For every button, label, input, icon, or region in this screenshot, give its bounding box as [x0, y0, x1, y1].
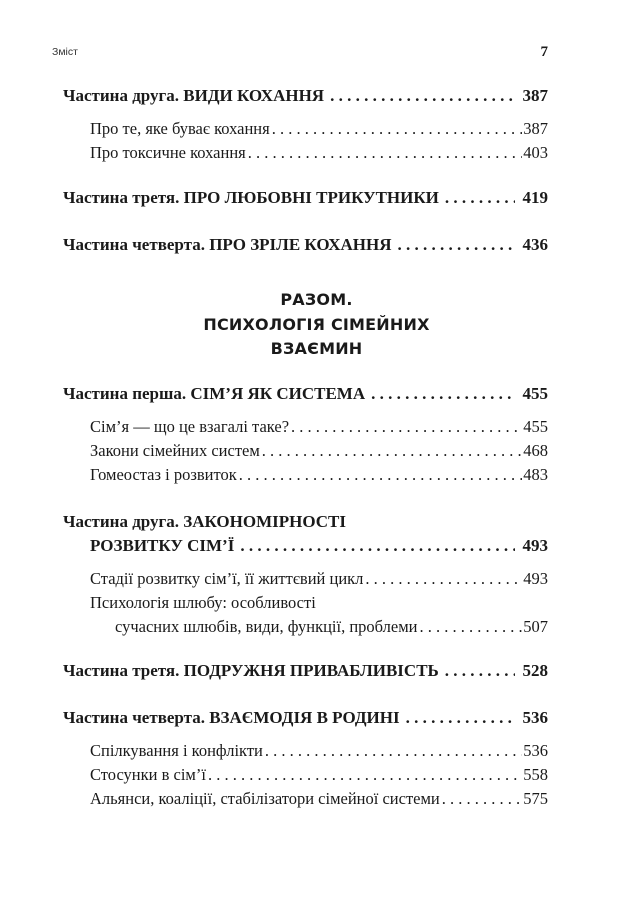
toc-entry-label: Частина перша. СІМ’Я ЯК СИСТЕМА — [63, 384, 366, 403]
leader-dots — [418, 617, 523, 637]
toc-entry-page: 455 — [522, 384, 548, 403]
toc-subentry-page: 455 — [523, 417, 548, 436]
toc-subentry-label: Гомеостаз і розвиток — [90, 465, 237, 484]
toc-subentry-label: Стосунки в сім’ї — [90, 765, 206, 784]
toc-subentry-label: сучасних шлюбів, види, функції, проблеми — [115, 617, 418, 636]
section-heading-line: РАЗОМ. — [280, 290, 353, 309]
toc-subentry[interactable] — [90, 789, 548, 809]
toc-entry-page: 536 — [522, 708, 548, 727]
toc-subentry-label: Альянси, коаліції, стабілізатори сімейної системи — [90, 789, 440, 808]
toc-entry-part-3-love-triangles[interactable] — [63, 188, 548, 208]
toc-subentry-page: 403 — [523, 143, 548, 162]
toc-subentry[interactable] — [90, 417, 548, 437]
toc-subentry[interactable] — [115, 617, 548, 637]
toc-entry-page: 419 — [522, 188, 548, 207]
leader-dots — [246, 143, 523, 163]
leader-dots — [263, 741, 522, 761]
leader-dots — [439, 661, 515, 681]
toc-subentry-page: 493 — [523, 569, 548, 588]
toc-subentry[interactable] — [90, 765, 548, 785]
leader-dots — [363, 569, 522, 589]
toc-entry-page: 493 — [522, 536, 548, 555]
leader-dots — [440, 789, 522, 809]
toc-entry-part-4-mature-love[interactable] — [63, 235, 548, 255]
toc-subentry[interactable] — [90, 119, 548, 139]
running-head — [52, 44, 548, 62]
toc-entry-label: Частина третя. ПОДРУЖНЯ ПРИВАБЛИВІСТЬ — [63, 661, 439, 680]
toc-subentry-page: 387 — [523, 119, 548, 138]
leader-dots — [237, 465, 522, 485]
toc-subentry[interactable] — [90, 465, 548, 485]
toc-subentry-label: Сім’я — що це взагалі таке? — [90, 417, 290, 436]
toc-subentry-page: 558 — [523, 765, 548, 784]
toc-entry-label: Частина четверта. ПРО ЗРІЛЕ КОХАННЯ — [63, 235, 392, 254]
toc-entry-page: 436 — [522, 235, 548, 254]
toc-subentry-label: Спілкування і конфлікти — [90, 741, 263, 760]
toc-entry-part-1-family-system[interactable] — [63, 384, 548, 404]
section-heading — [0, 288, 633, 362]
toc-subentry[interactable] — [90, 569, 548, 589]
leader-dots — [439, 188, 515, 208]
toc-subentry-page: 483 — [523, 465, 548, 484]
leader-dots — [365, 384, 514, 404]
toc-subentry[interactable] — [90, 143, 548, 163]
toc-entry-label: Частина четверта. ВЗАЄМОДІЯ В РОДИНІ — [63, 708, 400, 727]
toc-entry-part-2-line-1[interactable]: Частина друга. ЗАКОНОМІРНОСТІ — [63, 512, 347, 531]
leader-dots — [324, 86, 514, 106]
toc-subentry-label: Закони сімейних систем — [90, 441, 260, 460]
toc-subentry-page: 536 — [523, 741, 548, 760]
toc-subentry[interactable] — [90, 441, 548, 461]
toc-subentry-page: 575 — [523, 789, 548, 808]
section-heading-line: ВЗАЄМИН — [270, 339, 363, 358]
toc-subentry-label: Про те, яке буває кохання — [90, 119, 270, 138]
toc-entry-label: Частина третя. ПРО ЛЮБОВНІ ТРИКУТНИКИ — [63, 188, 439, 207]
toc-subentry[interactable] — [90, 741, 548, 761]
toc-subentry-line-1[interactable]: Психологія шлюбу: особливості — [90, 593, 316, 612]
toc-subentry-page: 507 — [523, 617, 548, 636]
section-heading-line: ПСИХОЛОГІЯ СІМЕЙНИХ — [203, 314, 430, 334]
toc-subentry-page: 468 — [523, 441, 548, 460]
toc-entry-part-2-family-development[interactable] — [90, 536, 548, 556]
leader-dots — [400, 708, 515, 728]
leader-dots — [289, 417, 522, 437]
toc-entry-part-3-marital-attraction[interactable] — [63, 661, 548, 681]
leader-dots — [206, 765, 522, 785]
toc-entry-part-4-family-interaction[interactable] — [63, 708, 548, 728]
toc-subentry-label: Стадії розвитку сім’ї, її життєвий цикл — [90, 569, 364, 588]
toc-entry-page: 528 — [522, 661, 548, 680]
toc-entry-page: 387 — [522, 86, 548, 105]
leader-dots — [234, 536, 514, 556]
toc-entry-label: Частина друга. ВИДИ КОХАННЯ — [63, 86, 325, 105]
toc-entry-part-2-love-types[interactable] — [63, 86, 548, 106]
leader-dots — [270, 119, 523, 139]
leader-dots — [260, 441, 522, 461]
leader-dots — [392, 235, 515, 255]
running-head-title: Зміст — [52, 46, 78, 58]
toc-entry-label: РОЗВИТКУ СІМ’Ї — [90, 536, 235, 555]
page-number: 7 — [540, 44, 548, 60]
toc-subentry-label: Про токсичне кохання — [90, 143, 246, 162]
